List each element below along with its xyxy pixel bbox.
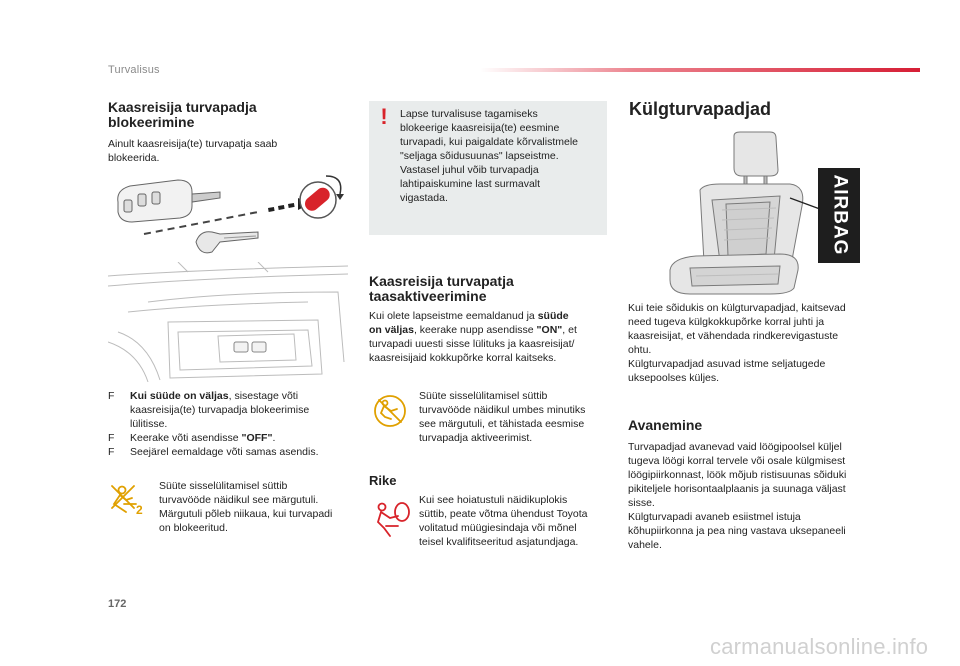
col1-title: Kaasreisija turvapadja blokeerimine: [108, 99, 257, 130]
warning-text: Lapse turvalisuse tagamiseks blokeerige kaasreisija(te) eesmine turvapadi, kui paigaldate kõrvalistmele "seljaga sõidusuunas" lapseistme. Vastasel juhul võib turvapadja lahtipaiskumine last surmavalt vigastada.: [400, 108, 579, 204]
exclamation-icon: !: [380, 104, 388, 129]
bullet-item: F Keerake võti asendisse "OFF".: [108, 432, 276, 444]
page-number: 172: [108, 598, 127, 610]
bullet-item: F Kui süüde on väljas, sisestage võti kaasreisija(te) turvapadja blokeerimise lülitisse.: [108, 390, 310, 430]
header-rule: [480, 68, 920, 72]
key-illustration: [108, 172, 348, 272]
col3-paragraph-2: Turvapadjad avanevad vaid löögipoolsel küljel tugeva löögi korral tervele või osale külgmisest löögipiirkonnast, löök mõjub ristisuunas sõiduki pikiteljele horisontaalplaanis ja suunaga väljast sisse. Külgturvapadi avaneb esiistmel istuja kõhupiirkonna ja pea ning vastava uksepaneeli vahele.: [628, 441, 847, 551]
airbag-label-badge: [818, 168, 860, 263]
bullet-marker: F: [108, 446, 115, 458]
svg-text:2: 2: [136, 503, 143, 516]
airbag-fault-icon: [372, 500, 412, 540]
col2-paragraph: Kui olete lapseistme eemaldanud ja süüde on väljas, keerake nupp asendisse "ON", et turvapadi uuesti sisse lülituks ja kaasreisijat/ kaasreisijaid kokkupõrke korral kaitseks.: [369, 310, 577, 364]
col2-title: Kaasreisija turvapatja taasaktiveerimine: [369, 273, 514, 304]
bullet-marker: F: [108, 390, 115, 402]
rike-title: Rike: [369, 473, 397, 488]
airbag-label-text: AIRBAG: [829, 174, 851, 256]
dashboard-illustration: [108, 262, 348, 382]
airbag-on-indicator-icon: [371, 393, 409, 429]
bullet-item: F Seejärel eemaldage võti samas asendis.: [108, 446, 319, 458]
col1-note: Süüte sisselülitamisel süttib turvavööde näidikul see märgutuli. Märgutuli põleb niikaua, kui turvapadi on blokeeritud.: [159, 480, 333, 534]
col3-paragraph-1: Kui teie sõidukis on külgturvapadjad, kaitsevad need tugeva külgkokkupõrke korral juhti ja kaasreisijat, et vähendada rindkerevigastuste ohtu. Külgturvapadjad asuvad istme seljatugede uksepoolses küljes.: [628, 302, 846, 384]
col1-bullets: [108, 389, 353, 459]
bullet-marker: F: [108, 432, 115, 444]
section-label: Turvalisus: [108, 64, 160, 76]
airbag-off-indicator-icon: [110, 484, 146, 516]
watermark-url: carmanualsonline.info: [710, 634, 929, 659]
rike-text: Kui see hoiatustuli näidikuplokis süttib, peate võtma ühendust Toyota volitatud müügiesindaja või mõnel teisel kvalifitseeritud asjatundjaga.: [419, 494, 588, 548]
col2-note: Süüte sisselülitamisel süttib turvavööde näidikul umbes minutiks see märgutuli, et tähistada eesmise turvapadja aktiveerimist.: [419, 390, 586, 444]
avanemine-title: Avanemine: [628, 417, 703, 433]
col3-title: Külgturvapadjad: [629, 99, 772, 119]
col1-intro: Ainult kaasreisija(te) turvapatja saab blokeerida.: [108, 138, 278, 164]
